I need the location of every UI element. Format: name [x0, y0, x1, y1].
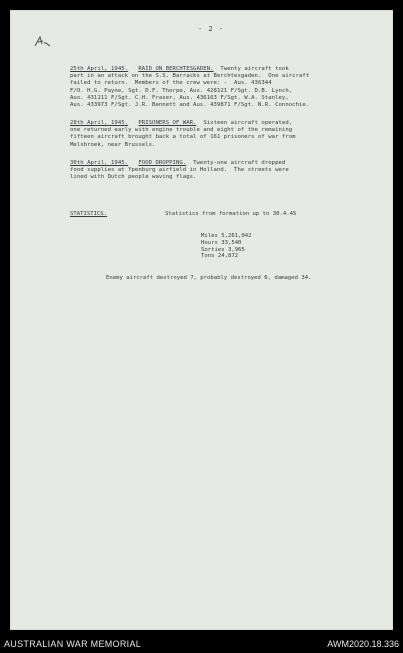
- entry-line: fifteen aircraft brought back a total of 161 prisoners of war from: [70, 134, 296, 141]
- entry-food-dropping: [70, 160, 362, 182]
- entry-date: 28th April, 1945.: [70, 120, 129, 126]
- entry-line: Aus. 431111 F/Sgt. C.H. Fraser, Aus. 436163 F/Sgt. W.A. Stanley,: [70, 94, 289, 101]
- stat-label: Miles: [201, 233, 218, 239]
- entry-line: Aus. 433973 F/Sgt. J.R. Bennett and Aus. 439871 F/Sgt. N.R. Connochie.: [70, 102, 310, 109]
- archive-footer: [0, 637, 403, 653]
- entry-line: F/O. H.G. Payne, Sgt. D.F. Thorpe, Aus. 428121 F/Sgt. D.B. Lynch,: [70, 87, 293, 94]
- entry-prisoners-of-war: [70, 120, 362, 149]
- footer-accession-number: AWM2020.18.336: [327, 639, 399, 649]
- stat-label: Tons: [201, 253, 215, 260]
- footer-institution: AUSTRALIAN WAR MEMORIAL: [4, 639, 142, 649]
- statistics-table: [201, 233, 252, 260]
- stat-label: Sorties: [201, 246, 225, 253]
- entry-line: Twenty-one aircraft dropped: [193, 160, 286, 166]
- entry-heading: PRISONERS OF WAR.: [138, 120, 197, 126]
- stat-row-sorties: [201, 247, 252, 254]
- stat-value: 24,872: [217, 253, 239, 260]
- document-page: [10, 10, 393, 630]
- page-number: - 2 -: [198, 25, 225, 33]
- entry-heading: RAID ON BERCHTESGADEN.: [138, 66, 214, 72]
- entry-line: Twenty aircraft took: [220, 66, 289, 72]
- entry-line: part in an attack on the S.S. Barracks at Berchtesgaden. One aircraft: [70, 73, 310, 80]
- stat-label: Hours: [201, 239, 218, 246]
- statistics-heading: STATISTICS.: [70, 211, 108, 217]
- entry-line: Melsbroek, near Brussels.: [70, 141, 156, 148]
- enemy-aircraft-summary: Enemy aircraft destroyed 7, probably destroyed 6, damaged 34.: [106, 275, 312, 281]
- entry-date: 30th April, 1945.: [70, 160, 129, 166]
- stat-value: 3,965: [227, 246, 245, 253]
- statistics-title: Statistics from formation up to 30.4.45: [165, 211, 297, 217]
- entry-heading: FOOD DROPPING.: [138, 160, 187, 166]
- stat-row-hours: [201, 240, 252, 247]
- handwritten-mark-icon: [32, 34, 52, 50]
- stat-value: 33,540: [221, 239, 242, 246]
- stat-row-miles: [201, 233, 252, 240]
- entry-line: failed to return. Members of the crew were: - Aus. 436344: [70, 80, 272, 87]
- entry-line: food supplies at Ypenburg airfield in Holland. The streets were: [70, 167, 289, 174]
- entry-line: Sixteen aircraft operated,: [203, 120, 293, 126]
- entry-line: lined with Dutch people waving flags.: [70, 174, 197, 181]
- stat-value: 5,261,042: [221, 233, 252, 239]
- entry-raid-berchtesgaden: [70, 66, 362, 109]
- stat-row-tons: [201, 253, 252, 260]
- entry-date: 25th April, 1945.: [70, 66, 129, 72]
- entry-line: one returned early with engine trouble and eight of the remaining: [70, 127, 293, 134]
